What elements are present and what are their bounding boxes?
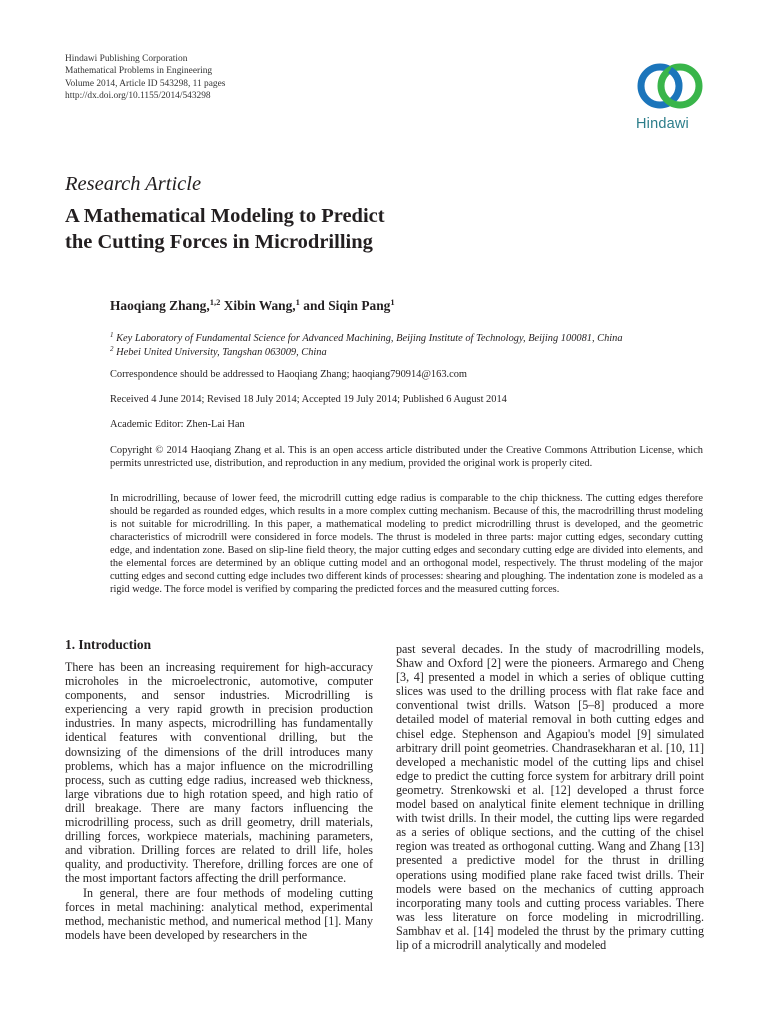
- right-column: [396, 642, 704, 952]
- hindawi-logo: [626, 58, 714, 136]
- journal-header: [65, 53, 225, 102]
- journal-name: Mathematical Problems in Engineering: [65, 66, 213, 77]
- body-paragraph: There has been an increasing requirement for high-accuracy microholes in the microelectronic, automotive, computer components, and sensor industries. Microdrilling is experiencing a very rapid growth in precision production industries. In many aspects, microdrilling has fundamentally identical features with conventional drilling, but the downsizing of the dimensions of the drill introduces many problems, which has a major influence on the microdrilling process, such as cutting edge radius, increased web thickness, large vibrations due to high rotation speed, and high ratio of drill breakage. There are many factors influencing the microdrilling process, such as drill geometry, drill materials, drilling forces, workpiece materials, machining parameters, and vibration. Drilling forces are related to drill life, holes quality, and productivity. Therefore, drilling forces are one of the most important factors affecting the drill performance.: [65, 660, 373, 886]
- doi-link[interactable]: http://dx.doi.org/10.1155/2014/543298: [65, 90, 211, 101]
- affiliation-number: 2: [110, 345, 114, 353]
- title-line-1: A Mathematical Modeling to Predict: [65, 205, 385, 227]
- author-affiliation-mark: 1: [295, 297, 300, 307]
- author-list: [110, 297, 395, 314]
- title-line-2: the Cutting Forces in Microdrilling: [65, 230, 373, 253]
- author-name: Haoqiang Zhang,: [110, 298, 210, 313]
- affiliation-1: [110, 331, 623, 344]
- article-type: Research Article: [65, 173, 202, 195]
- body-paragraph: In general, there are four methods of modeling cutting forces in metal machining: analytical method, experimental method, mechanistic method, and numerical method [1]. Many models have been developed by researchers in the: [65, 885, 373, 942]
- copyright-notice: Copyright © 2014 Haoqiang Zhang et al. This is an open access article distributed under the Creative Commons Attribution License, which permits unrestricted use, distribution, and reproduction in any medium, provided the original work is properly cited.: [110, 445, 703, 469]
- volume-info: Volume 2014, Article ID 543298, 11 pages: [65, 78, 226, 89]
- article-title: [65, 204, 585, 255]
- author-name: Xibin Wang,: [220, 298, 296, 313]
- publisher-name: Hindawi Publishing Corporation: [65, 54, 188, 64]
- publication-dates: Received 4 June 2014; Revised 18 July 2014; Accepted 19 July 2014; Published 6 August 2014: [110, 394, 507, 405]
- author-name: and Siqin Pang: [299, 298, 391, 313]
- affiliation-text: Key Laboratory of Fundamental Science for Advanced Machining, Beijing Institute of Technology, Beijing 100081, China: [113, 333, 623, 344]
- abstract: In microdrilling, because of lower feed, the microdrill cutting edge radius is comparable to the chip thickness. The cutting edges therefore should be regarded as rounded edges, which results in a more complex cutting mechanism. Because of this, the macrodrilling thrust modeling is not suitable for microdrilling. In this paper, a mathematical modeling to predict microdrilling thrust is developed, and the geometric characteristics of microdrill were considered in force models. The thrust is modeled in three parts: major cutting edges, secondary cutting edge, and indentation zone. Based on slip-line field theory, the major cutting edges and secondary cutting edge are divided into elements, and the elemental forces are determined by an oblique cutting model and an orthogonal model, respectively. The thrust modeling of the major cutting edges and second cutting edge includes two different kinds of processes: shearing and ploughing. The indentation zone is modeled as a rigid wedge. The force model is verified by comparing the predicted forces and the measured cutting forces.: [110, 493, 703, 595]
- logo-text: Hindawi: [636, 116, 689, 132]
- hindawi-rings-icon: [634, 58, 706, 114]
- affiliation-text: Hebei United University, Tangshan 063009, China: [113, 347, 327, 358]
- left-column: [65, 638, 373, 942]
- author-affiliation-mark: 1,2: [209, 297, 221, 307]
- correspondence: Correspondence should be addressed to Haoqiang Zhang; haoqiang790914@163.com: [110, 369, 467, 380]
- affiliation-number: 1: [110, 331, 114, 339]
- body-paragraph: past several decades. In the study of macrodrilling models, Shaw and Oxford [2] were the pioneers. Armarego and Cheng [3, 4] presented a model in which a series of oblique cutting slices was used to the drilling process with flat rake face and conventional twist drills. Watson [5–8] produced a more detailed model of material removal in both cutting edges and chisel edge. Stephenson and Agapiou's model [9] simulated arbitrary drill point geometries. Chandrasekharan et al. [10, 11] developed a mechanistic model of the cutting lips and chisel edge to predict the cutting force system for arbitrary drill point geometry. Strenkowski et al. [12] developed a thrust force model based on analytical finite element technique in drilling with twist drills. In their model, the cutting lips were regarded as a series of oblique sections, and the cutting of the chisel region was treated as orthogonal cutting. Wang and Zhang [13] presented a predictive model for the thrust in drilling operations using modified plane rake faced twist drills. Their models were based on the mechanics of cutting approach incorporating many tools and cutting process variables. There was less literature on force modeling in microdrilling. Sambhav et al. [14] modeled the thrust by the primary cutting lip of a microdrill analytically and modeled: [396, 642, 704, 952]
- academic-editor: Academic Editor: Zhen-Lai Han: [110, 419, 245, 430]
- affiliation-2: [110, 345, 327, 358]
- author-affiliation-mark: 1: [390, 297, 395, 307]
- section-heading: 1. Introduction: [65, 637, 152, 652]
